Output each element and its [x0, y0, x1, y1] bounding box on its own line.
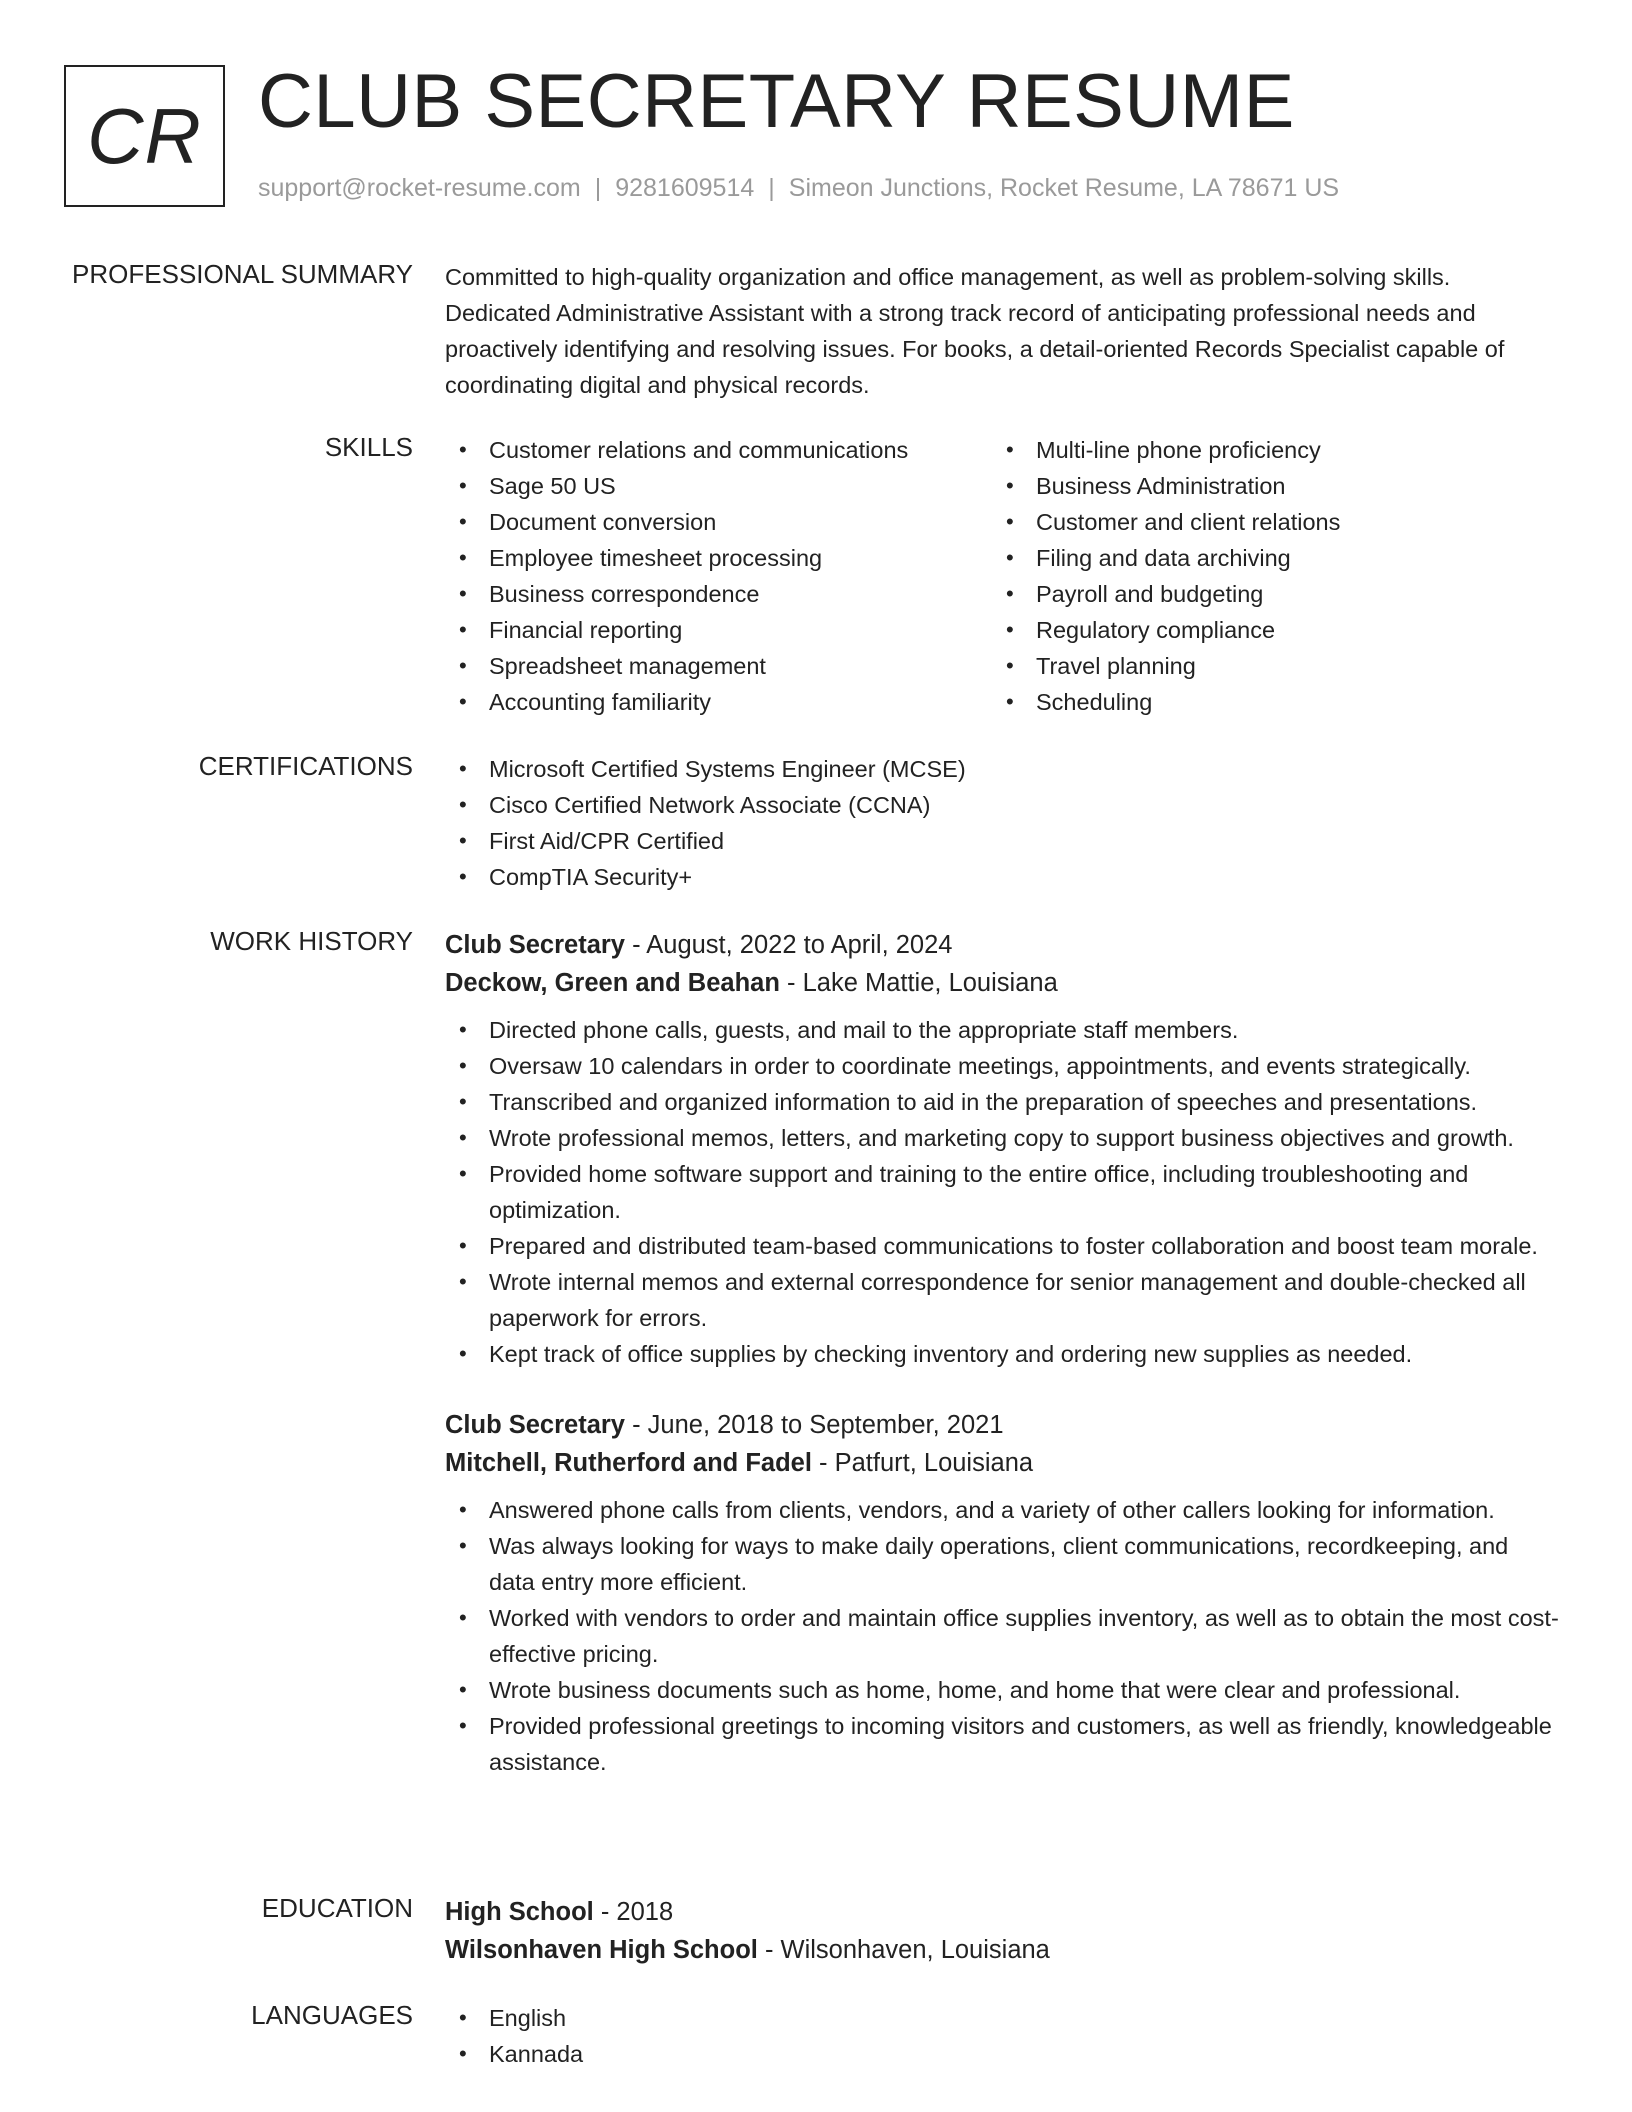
job-duty-item: • Oversaw 10 calendars in order to coordinate meetings, appointments, and events strategically. [445, 1048, 1560, 1084]
certifications-list [445, 751, 1560, 895]
skill-item: • Customer and client relations [992, 504, 1539, 540]
section-label-certifications: CERTIFICATIONS [198, 751, 413, 781]
skill-item: • Payroll and budgeting [992, 576, 1539, 612]
skill-item: • Sage 50 US [445, 468, 992, 504]
job-duty-item: • Directed phone calls, guests, and mail to the appropriate staff members. [445, 1012, 1560, 1048]
job-location: - Lake Mattie, Louisiana [779, 969, 1058, 997]
skill-item: • Business correspondence [445, 576, 992, 612]
certification-item: • Microsoft Certified Systems Engineer (MCSE) [445, 751, 1560, 787]
section-label-skills: SKILLS [324, 432, 413, 462]
skill-item: • Business Administration [992, 468, 1539, 504]
education-school-line [445, 1931, 1560, 1969]
skill-item: • Accounting familiarity [445, 684, 992, 720]
job-duty-item: • Transcribed and organized information to aid in the preparation of speeches and presentations. [445, 1084, 1560, 1120]
job-duty-item: • Was always looking for ways to make daily operations, client communications, recordkeeping, and data entry more efficient. [445, 1528, 1560, 1600]
job-duty-item: • Provided professional greetings to incoming visitors and customers, as well as friendly, knowledgeable assistance. [445, 1708, 1560, 1780]
skill-item: • Scheduling [992, 684, 1539, 720]
contact-separator: | [594, 174, 602, 202]
skill-item: • Employee timesheet processing [445, 540, 992, 576]
job-duty-item: • Wrote professional memos, letters, and marketing copy to support business objectives and growth. [445, 1120, 1560, 1156]
skill-item: • Regulatory compliance [992, 612, 1539, 648]
contact-phone: 9281609514 [615, 174, 755, 202]
job-title: Club Secretary [445, 931, 625, 959]
skills-list-right [992, 432, 1539, 720]
section-label-summary: PROFESSIONAL SUMMARY [72, 259, 413, 289]
job-duties-list [445, 1492, 1560, 1780]
contact-email: support@rocket-resume.com [258, 174, 581, 202]
language-item: • Kannada [445, 2036, 1560, 2072]
section-label-education: EDUCATION [261, 1893, 413, 1923]
certification-item: • First Aid/CPR Certified [445, 823, 1560, 859]
education-year: - 2018 [593, 1898, 674, 1926]
skill-item: • Multi-line phone proficiency [992, 432, 1539, 468]
skill-item: • Customer relations and communications [445, 432, 992, 468]
section-label-work-history: WORK HISTORY [210, 926, 413, 956]
skill-item: • Financial reporting [445, 612, 992, 648]
job-company: Deckow, Green and Beahan [445, 969, 780, 997]
job-duty-item: • Wrote business documents such as home, home, and home that were clear and professional. [445, 1672, 1560, 1708]
education-school: Wilsonhaven High School [445, 1936, 758, 1964]
job-dates: - August, 2022 to April, 2024 [625, 931, 953, 959]
job-duty-item: • Provided home software support and training to the entire office, including troubleshooting and optimization. [445, 1156, 1560, 1228]
monogram-badge: CR [64, 65, 225, 207]
resume-title: CLUB SECRETARY RESUME [258, 59, 1295, 144]
languages-list [445, 2000, 1560, 2072]
job-duty-item: • Kept track of office supplies by checking inventory and ordering new supplies as needed. [445, 1336, 1560, 1372]
summary-content [445, 259, 1560, 403]
job-duty-item: • Prepared and distributed team-based communications to foster collaboration and boost team morale. [445, 1228, 1560, 1264]
languages-content [445, 2000, 1560, 2072]
job-title: Club Secretary [445, 1411, 625, 1439]
contact-address: Simeon Junctions, Rocket Resume, LA 78671 US [788, 174, 1340, 202]
job-location: - Patfurt, Louisiana [811, 1449, 1034, 1477]
job-duties-list [445, 1012, 1560, 1372]
skill-item: • Filing and data archiving [992, 540, 1539, 576]
job-company-line [445, 1444, 1560, 1482]
job-duty-item: • Worked with vendors to order and maintain office supplies inventory, as well as to obtain the most cost-effective pricing. [445, 1600, 1560, 1672]
job-entry [445, 1406, 1560, 1780]
contact-line [258, 174, 1339, 203]
job-company-line [445, 964, 1560, 1002]
work-history-content [445, 926, 1560, 1780]
certification-item: • Cisco Certified Network Associate (CCNA) [445, 787, 1560, 823]
contact-separator: | [768, 174, 775, 202]
education-degree-line [445, 1893, 1560, 1931]
certifications-content [445, 751, 1560, 895]
job-duty-item: • Wrote internal memos and external correspondence for senior management and double-checked all paperwork for errors. [445, 1264, 1560, 1336]
skill-item: • Document conversion [445, 504, 992, 540]
education-degree: High School [445, 1898, 594, 1926]
skills-list-left [445, 432, 992, 720]
skill-item: • Travel planning [992, 648, 1539, 684]
language-item: • English [445, 2000, 1560, 2036]
skill-item: • Spreadsheet management [445, 648, 992, 684]
job-dates: - June, 2018 to September, 2021 [625, 1411, 1004, 1439]
job-duty-item: • Answered phone calls from clients, vendors, and a variety of other callers looking for information. [445, 1492, 1560, 1528]
education-location: - Wilsonhaven, Louisiana [757, 1936, 1050, 1964]
job-title-line [445, 926, 1560, 964]
job-company: Mitchell, Rutherford and Fadel [445, 1449, 812, 1477]
certification-item: • CompTIA Security+ [445, 859, 1560, 895]
summary-text: Committed to high-quality organization and office management, as well as problem-solving skills. Dedicated Administrative Assistant with a strong track record of anticipating professional needs and proactively identifying and resolving issues. For books, a detail-oriented Records Specialist capable of coordinating digital and physical records. [445, 264, 1505, 398]
job-entry [445, 926, 1560, 1372]
education-content [445, 1893, 1560, 1969]
skills-columns [445, 432, 1560, 720]
section-label-languages: LANGUAGES [251, 2000, 413, 2030]
job-title-line [445, 1406, 1560, 1444]
